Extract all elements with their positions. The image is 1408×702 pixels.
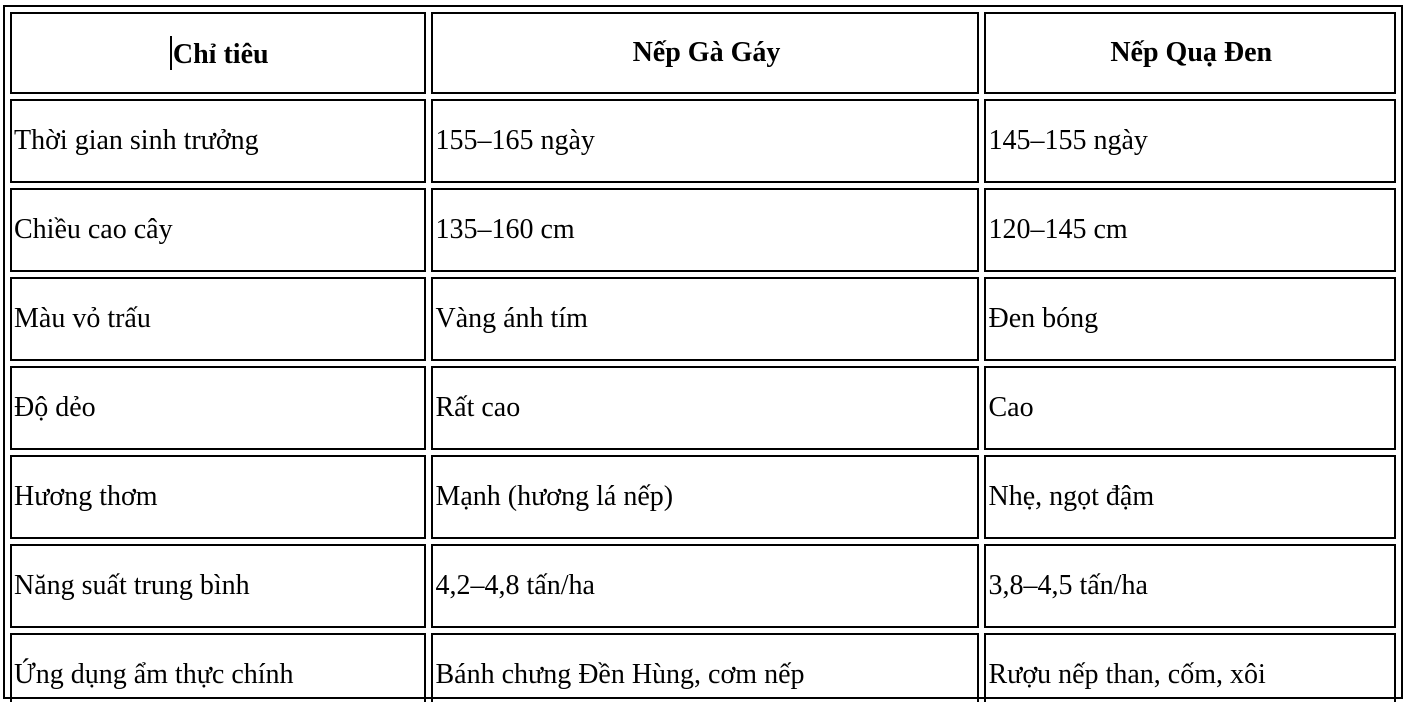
table-row [10,455,1396,539]
cell-nep-ga-gay[interactable]: 135–160 cm [431,188,979,272]
header-label: Nếp Quạ Đen [1110,37,1273,68]
cell-nep-ga-gay[interactable]: 155–165 ngày [431,99,979,183]
cell-nep-qua-den[interactable]: Rượu nếp than, cốm, xôi [984,633,1396,702]
cell-nep-qua-den[interactable]: 3,8–4,5 tấn/ha [984,544,1396,628]
table-row [10,544,1396,628]
header-cell-criteria[interactable] [10,12,426,94]
table-row [10,633,1396,702]
text-cursor-icon [170,36,172,70]
cell-nep-ga-gay[interactable]: Rất cao [431,366,979,450]
cell-nep-ga-gay[interactable]: Bánh chưng Đền Hùng, cơm nếp [431,633,979,702]
cell-criteria[interactable]: Hương thơm [10,455,426,539]
cell-nep-qua-den[interactable]: 145–155 ngày [984,99,1396,183]
cell-nep-qua-den[interactable]: Cao [984,366,1396,450]
cell-nep-qua-den[interactable]: Đen bóng [984,277,1396,361]
comparison-table [5,7,1401,702]
table-row [10,188,1396,272]
cell-nep-ga-gay[interactable]: 4,2–4,8 tấn/ha [431,544,979,628]
table-row [10,366,1396,450]
header-label: Nếp Gà Gáy [632,37,781,68]
table-row [10,99,1396,183]
cell-nep-ga-gay[interactable]: Mạnh (hương lá nếp) [431,455,979,539]
cell-criteria[interactable]: Độ dẻo [10,366,426,450]
cell-criteria[interactable]: Năng suất trung bình [10,544,426,628]
cell-criteria[interactable]: Màu vỏ trấu [10,277,426,361]
header-label: Chỉ tiêu [172,38,269,70]
cell-nep-qua-den[interactable]: 120–145 cm [984,188,1396,272]
header-cell-nep-qua-den[interactable] [984,12,1396,94]
cell-criteria[interactable]: Ứng dụng ẩm thực chính [10,633,426,702]
header-cell-nep-ga-gay[interactable] [431,12,979,94]
cell-nep-ga-gay[interactable]: Vàng ánh tím [431,277,979,361]
cell-criteria[interactable]: Chiều cao cây [10,188,426,272]
cell-nep-qua-den[interactable]: Nhẹ, ngọt đậm [984,455,1396,539]
table-header-row [10,12,1396,94]
cell-criteria[interactable]: Thời gian sinh trưởng [10,99,426,183]
comparison-table-frame [3,5,1403,699]
table-row [10,277,1396,361]
